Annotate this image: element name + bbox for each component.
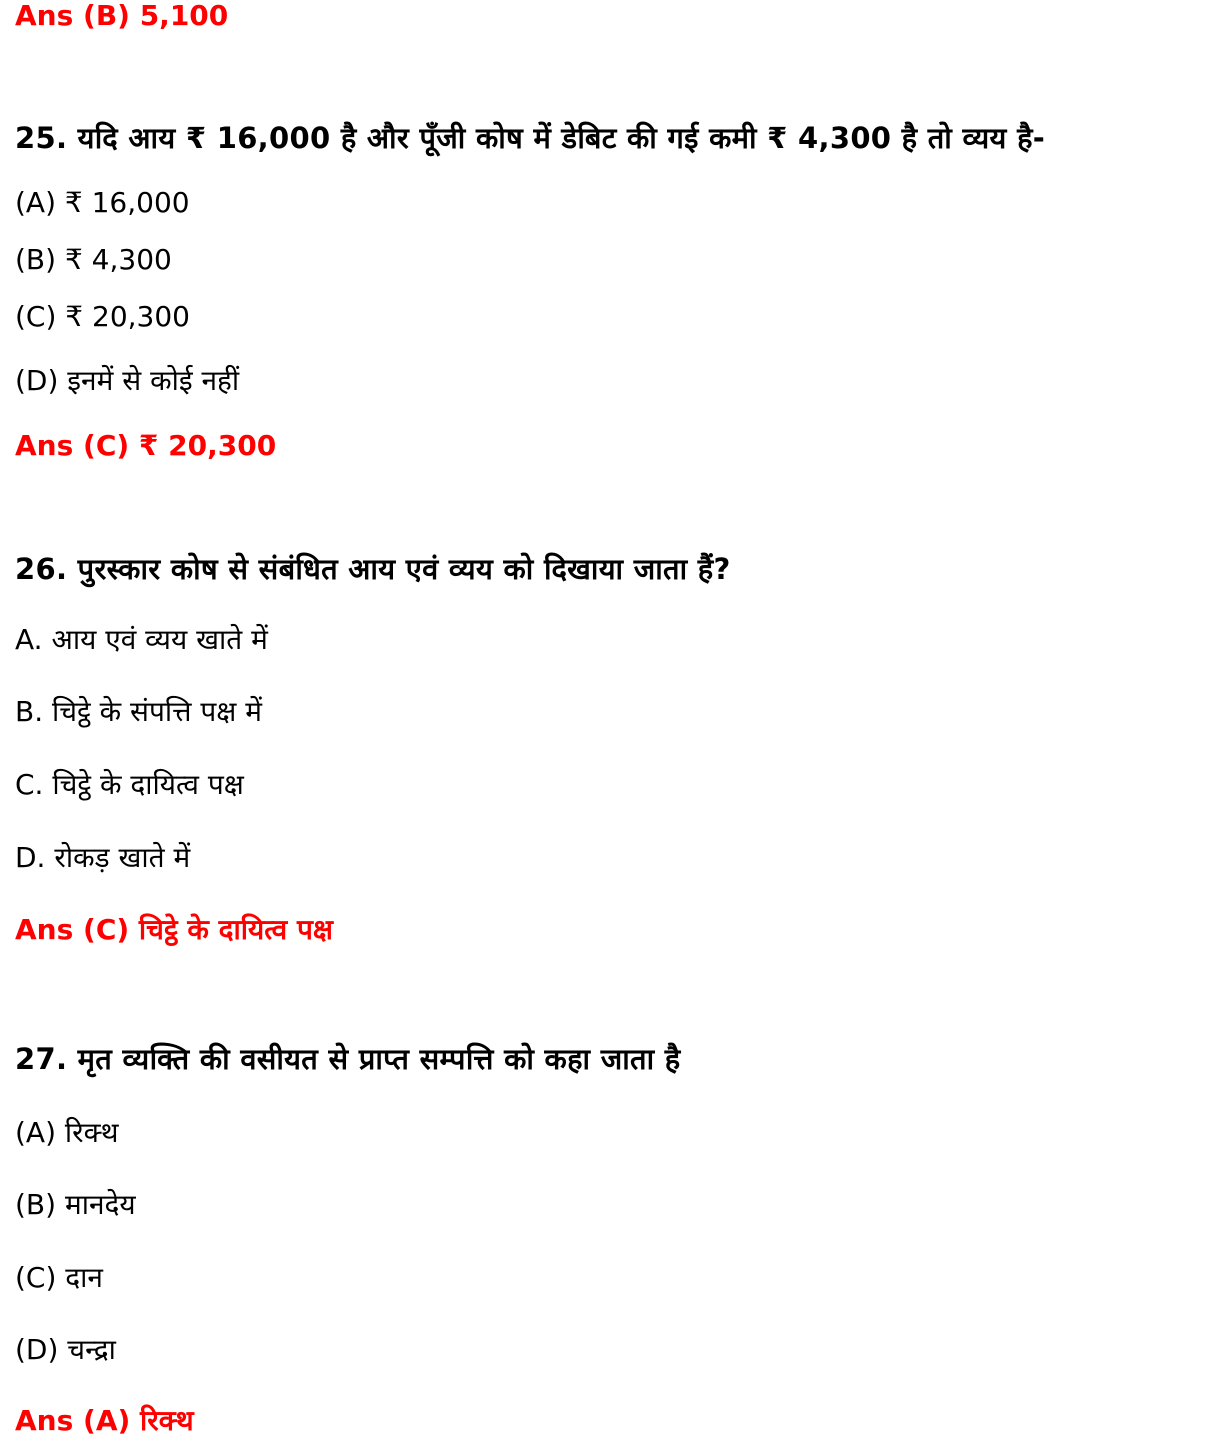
q25-answer: Ans (C) ₹ 20,300 bbox=[15, 429, 277, 462]
q27-option-c: (C) दान bbox=[15, 1261, 103, 1294]
q25-option-d: (D) इनमें से कोई नहीं bbox=[15, 364, 240, 397]
q26-option-a: A. आय एवं व्यय खाते में bbox=[15, 623, 268, 656]
q26-option-c: C. चिट्ठे के दायित्व पक्ष bbox=[15, 768, 244, 801]
q27-answer: Ans (A) रिक्थ bbox=[15, 1404, 194, 1437]
q25-option-a: (A) ₹ 16,000 bbox=[15, 186, 190, 219]
question-27: 27. मृत व्यक्ति की वसीयत से प्राप्त सम्पत्ति को कहा जाता है bbox=[15, 1042, 681, 1076]
question-26: 26. पुरस्कार कोष से संबंधित आय एवं व्यय को दिखाया जाता हैं? bbox=[15, 552, 731, 586]
q25-option-c: (C) ₹ 20,300 bbox=[15, 300, 190, 333]
q26-option-d: D. रोकड़ खाते में bbox=[15, 841, 191, 874]
q26-option-b: B. चिट्ठे के संपत्ति पक्ष में bbox=[15, 695, 262, 728]
question-25: 25. यदि आय ₹ 16,000 है और पूँजी कोष में डेबिट की गई कमी ₹ 4,300 है तो व्यय है- bbox=[15, 121, 1046, 155]
q27-option-a: (A) रिक्थ bbox=[15, 1116, 119, 1149]
q27-option-d: (D) चन्द्रा bbox=[15, 1333, 116, 1366]
q25-option-b: (B) ₹ 4,300 bbox=[15, 243, 172, 276]
q26-answer: Ans (C) चिट्ठे के दायित्व पक्ष bbox=[15, 913, 333, 946]
q27-option-b: (B) मानदेय bbox=[15, 1188, 136, 1221]
previous-answer: Ans (B) 5,100 bbox=[15, 0, 229, 32]
